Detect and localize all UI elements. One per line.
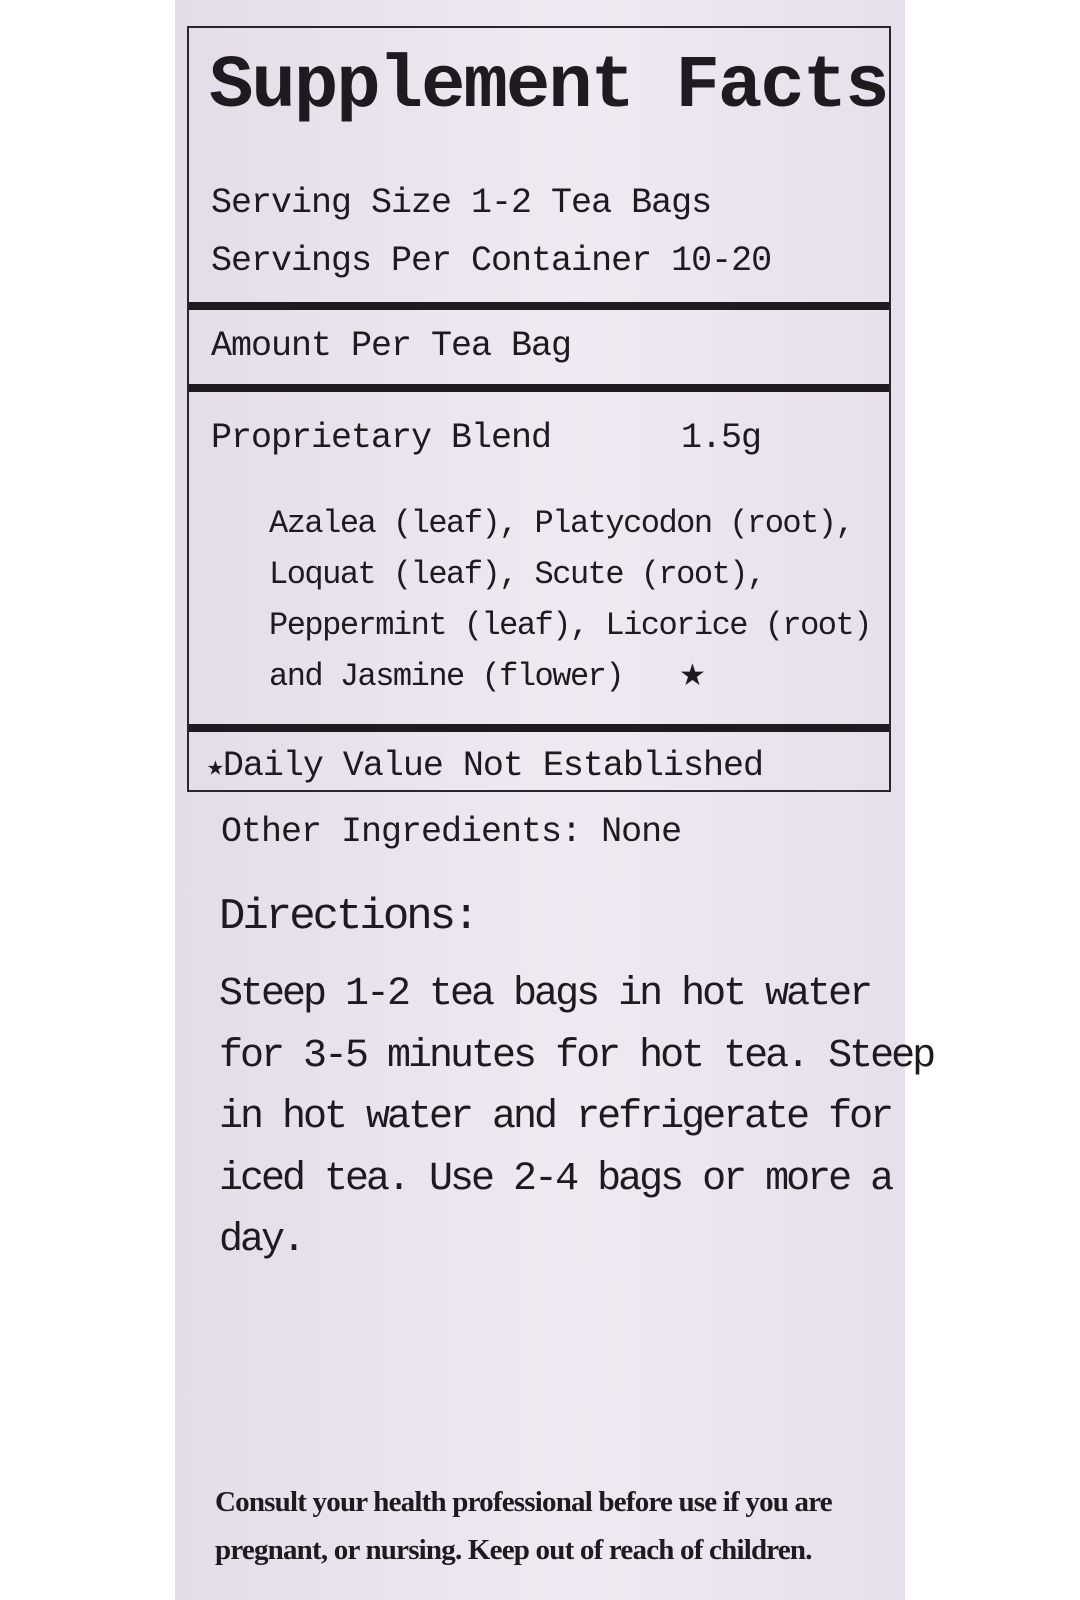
supplement-facts-title: Supplement Facts — [209, 45, 888, 129]
star-icon: ★ — [679, 659, 706, 692]
blend-ingredients — [269, 498, 871, 702]
ingredient-line: Loquat (leaf), Scute (root), — [269, 556, 765, 593]
serving-info — [211, 174, 771, 290]
amount-per-serving: Amount Per Tea Bag — [211, 326, 572, 366]
directions-text — [219, 964, 933, 1272]
directions-line: iced tea. Use 2-4 bags or more a — [219, 1156, 892, 1202]
directions-line: in hot water and refrigerate for — [219, 1095, 892, 1140]
ingredient-line: Azalea (leaf), Platycodon (root), — [269, 505, 854, 542]
thick-divider — [189, 384, 889, 392]
directions-line: Steep 1-2 tea bags in hot water — [219, 972, 871, 1017]
ingredient-line: Peppermint (leaf), Licorice (root) — [269, 607, 871, 644]
thick-divider — [189, 724, 889, 732]
proprietary-blend-amount: 1.5g — [681, 418, 762, 458]
warning-text — [215, 1478, 832, 1574]
warning-line: pregnant, or nursing. Keep out of reach of children. — [215, 1534, 812, 1566]
supplement-facts-panel — [187, 26, 891, 792]
thick-divider — [189, 302, 889, 310]
servings-per-container: Servings Per Container 10-20 — [211, 241, 772, 281]
warning-line: Consult your health professional before use if you are — [215, 1486, 832, 1518]
tea-box-side-panel — [175, 0, 934, 1600]
directions-line: for 3-5 minutes for hot tea. Steep — [219, 1033, 934, 1079]
directions-line: day. — [219, 1218, 304, 1263]
other-ingredients: Other Ingredients: None — [221, 812, 682, 852]
star-icon: ★ — [207, 753, 223, 784]
ingredient-line: and Jasmine (flower) — [269, 658, 624, 695]
proprietary-blend-name: Proprietary Blend — [211, 418, 552, 458]
daily-value-footnote — [207, 744, 763, 791]
directions-heading: Directions: — [219, 892, 477, 942]
serving-size: Serving Size 1-2 Tea Bags — [211, 183, 712, 223]
daily-value-note: Daily Value Not Established — [222, 746, 763, 786]
